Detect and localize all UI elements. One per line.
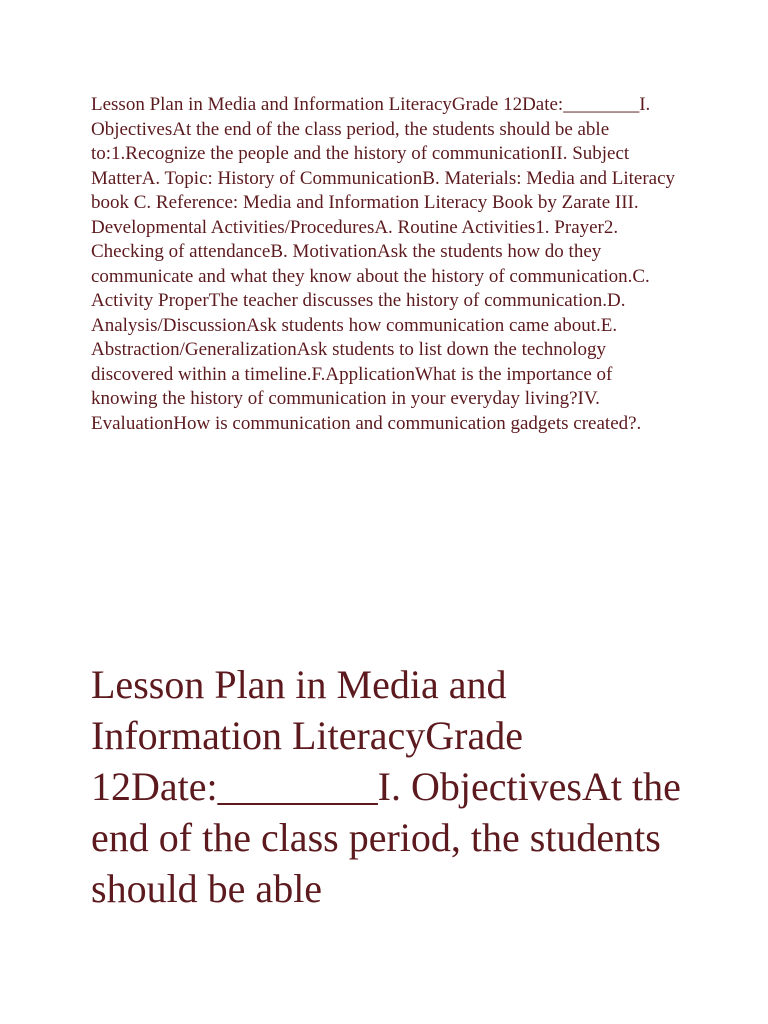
document-preview-text: Lesson Plan in Media and Information LiteracyGrade 12Date:________I. ObjectivesAt the end of the class period, the students should be able [91,662,681,911]
document-body-text: Lesson Plan in Media and Information LiteracyGrade 12Date:________I. ObjectivesAt the end of the class period, the students should be able to:1.Recognize the people and the history of communicationII. Subject MatterA. Topic: History of CommunicationB. Materials: Media and Literacy book C. Reference: Media and Information Literacy Book by Zarate III. Developmental Activities/ProceduresA. Routine Activities1. Prayer2. Checking of attendanceB. MotivationAsk the students how do they communicate and what they know about the history of communication.C. Activity ProperThe teacher discusses the history of communication.D. Analysis/DiscussionAsk students how communication came about.E. Abstraction/GeneralizationAsk students to list down the technology discovered within a timeline.F.ApplicationWhat is the importance of knowing the history of communication in your everyday living?IV. EvaluationHow is communication and communication gadgets created?. [91,94,676,434]
